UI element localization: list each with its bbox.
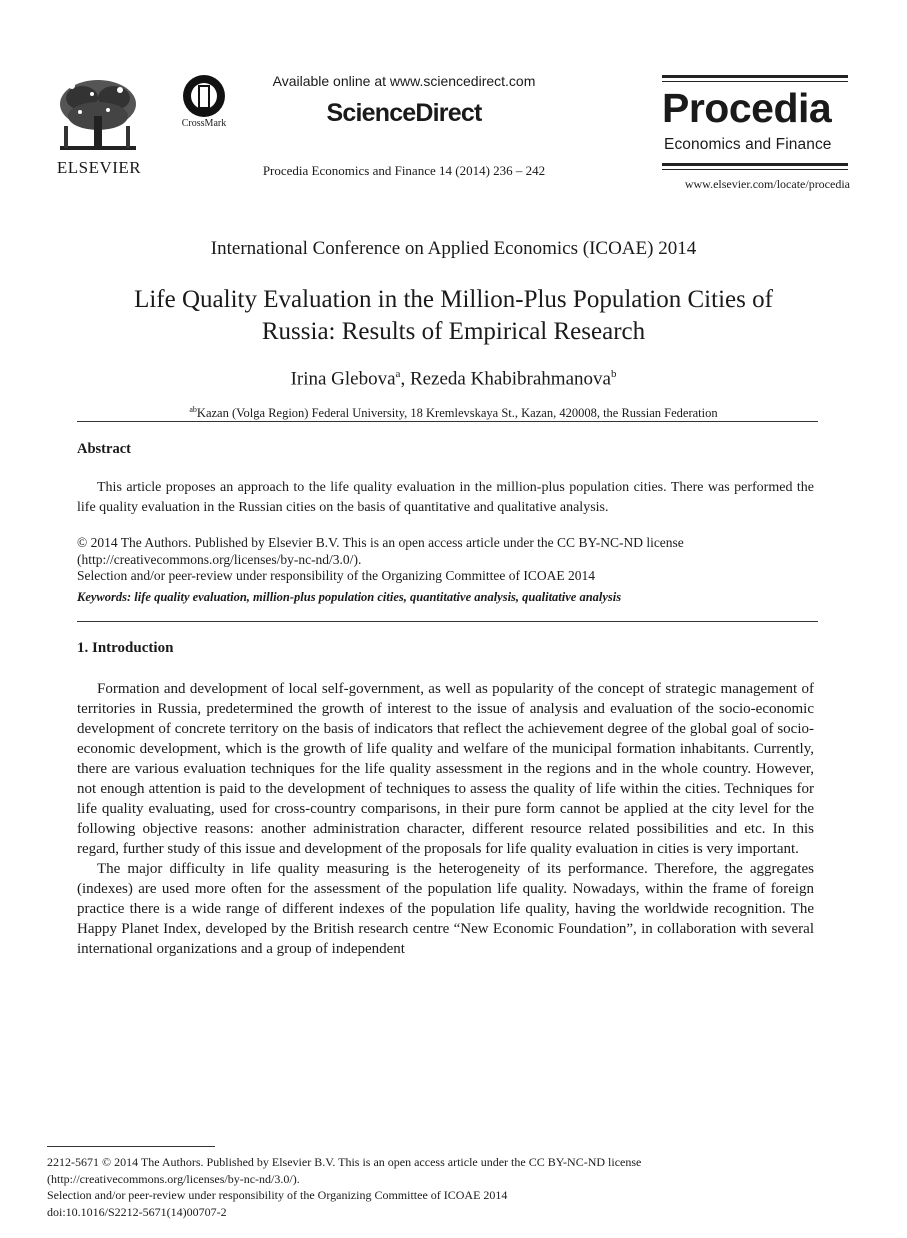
paper-title-line-1: Life Quality Evaluation in the Million-Plus Population Cities of	[134, 286, 773, 313]
body-paragraph: Formation and development of local self-government, as well as popularity of the concept of strategic management of territories in Russia, predetermined the growth of interest to the issue of analysis and evaluation of the socio-economic development of concrete territory on the basis of indicators that reflect the achievement degree of the global goal of socio-economic development, which is the growth of life quality and welfare of the municipal formation inhabitants. Currently, there are various evaluation techniques for the life quality assessment in the regions and in the whole country. However, not enough attention is paid to the development of techniques to assess the quality of life within the cities. Techniques for life quality evaluating, used for cross-country comparisons, in their pure form cannot be applied at the city level for the following objective reasons: another administration character, different resource related possibilities and etc. In this regard, further study of this issue and development of the proposals for life quality evaluation in cities is very important.	[77, 681, 814, 857]
procedia-url-link[interactable]: www.elsevier.com/locate/procedia	[684, 177, 850, 191]
procedia-bottom-rule-thin	[662, 169, 848, 170]
section-heading-introduction: 1. Introduction	[77, 640, 174, 656]
paren-close: ).	[353, 551, 362, 567]
author-affiliation-mark: a	[395, 368, 401, 380]
page-footer	[47, 1154, 827, 1220]
footer-issn-line: 2212-5671 © 2014 The Authors. Published by Elsevier B.V. This is an open access article under the CC BY-NC-ND license	[47, 1155, 642, 1169]
abstract-heading: Abstract	[77, 441, 131, 457]
introduction-body	[77, 679, 814, 959]
keywords-text: life quality evaluation, million-plus population cities, quantitative analysis, qualitative analysis	[131, 590, 622, 604]
footer-license-line	[47, 1171, 827, 1188]
procedia-bottom-rule	[662, 163, 848, 166]
affiliation	[40, 405, 867, 421]
journal-reference: Procedia Economics and Finance 14 (2014) 236 – 242	[262, 163, 546, 178]
keywords	[77, 590, 621, 605]
copyright-line: © 2014 The Authors. Published by Elsevier B.V. This is an open access article under the CC BY-NC-ND license	[77, 535, 684, 550]
body-paragraph: The major difficulty in life quality measuring is the heterogeneity of its performance. Therefore, the aggregates (indexes) are used more often for the assessment of the population life quality. Nowadays, within the frame of foreign practice there is a wide range of different indexes of the population life quality, having the worldwide recognition. The Happy Planet Index, developed by the British research centre “New Economic Foundation”, in collaboration with several international organizations and a group of independent	[77, 861, 814, 957]
divider	[77, 421, 818, 422]
sciencedirect-logo[interactable]: ScienceDirect	[326, 99, 482, 127]
author-separator: ,	[400, 368, 410, 390]
author-name: Rezeda Khabibrahmanova	[409, 368, 611, 390]
license-link[interactable]: http://creativecommons.org/licenses/by-nc-nd/3.0/	[81, 551, 354, 567]
procedia-top-rule	[662, 75, 848, 78]
elsevier-wordmark: ELSEVIER	[56, 158, 142, 177]
abstract-text: This article proposes an approach to the life quality evaluation in the million-plus population cities. There was performed the life quality evaluation in the Russian cities on the basis of quantitative and qualitative analysis.	[77, 480, 814, 515]
keywords-label: Keywords:	[77, 590, 132, 604]
procedia-subtitle: Economics and Finance	[664, 136, 832, 153]
paren-open: (	[77, 551, 82, 567]
paper-title-line-2: Russia: Results of Empirical Research	[261, 318, 646, 345]
procedia-top-rule-thin	[662, 81, 848, 82]
paren-close: ).	[292, 1171, 300, 1186]
copyright-license-line	[77, 552, 817, 569]
paper-title	[40, 284, 867, 348]
footer-doi[interactable]: doi:10.1016/S2212-5671(14)00707-2	[47, 1204, 227, 1219]
procedia-title: Procedia	[662, 85, 832, 131]
available-online-text[interactable]: Available online at www.sciencedirect.com	[272, 73, 536, 89]
divider	[77, 621, 818, 622]
crossmark-label: CrossMark	[181, 118, 227, 129]
copyright-notice	[77, 535, 817, 585]
author-affiliation-mark: b	[610, 368, 617, 380]
footer-license-link[interactable]: http://creativecommons.org/licenses/by-nc-nd/3.0/	[51, 1171, 293, 1186]
conference-name: International Conference on Applied Economics (ICOAE) 2014	[210, 238, 697, 259]
paren-open: (	[47, 1171, 51, 1186]
peer-review-line: Selection and/or peer-review under responsibility of the Organizing Committee of ICOAE 2014	[77, 568, 595, 583]
affiliation-text: Kazan (Volga Region) Federal University, 18 Kremlevskaya St., Kazan, 420008, the Russian Federation	[196, 406, 718, 421]
author-list	[40, 368, 867, 390]
author-name: Irina Glebova	[290, 368, 396, 390]
footnote-rule	[47, 1146, 215, 1147]
affiliation-mark: ab	[189, 405, 197, 414]
footer-peer-review-line: Selection and/or peer-review under responsibility of the Organizing Committee of ICOAE 2014	[47, 1188, 508, 1202]
